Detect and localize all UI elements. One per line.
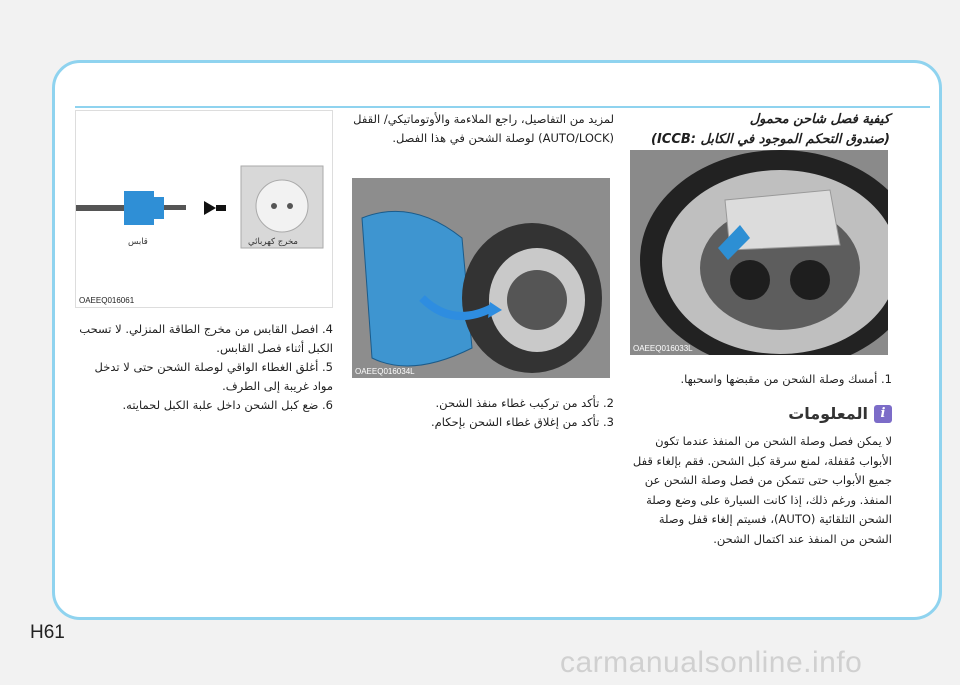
charger-port-illustration (630, 150, 888, 355)
image-code: OAEEQ016061 (79, 296, 135, 305)
step-1-text: 1. أمسك وصلة الشحن من مقبضها واسحبها. (680, 372, 892, 386)
plug-outlet-illustration (76, 111, 332, 307)
step-4: 4. افصل القابس من مخرج الطاقة المنزلي. لا تسحب الكبل أثناء فصل القابس. (79, 322, 333, 355)
info-title: المعلومات (788, 404, 868, 423)
middle-intro (352, 110, 614, 148)
left-steps (75, 320, 333, 415)
info-text: لا يمكن فصل وصلة الشحن من المنفذ عندما تكون الأبواب مُقفلة، لمنع سرقة كبل الشحن. فقم بإلغاء قفل جميع الأبواب حتى تتمكن من فصل وصلة الشحن عن المنفذ. ورغم ذلك، إذا كانت السيارة على وضع وصلة الشحن التلقائية (AUTO)، فسيتم إلغاء قفل وصلة الشحن من المنفذ عند اكتمال الشحن. (632, 434, 892, 546)
header-rule (75, 106, 930, 108)
plug-outlet-image (75, 110, 333, 308)
info-body (630, 432, 892, 549)
step-6: 6. ضع كبل الشحن داخل علبة الكبل لحمايته. (122, 398, 333, 412)
heading-line-1: كيفية فصل شاحن محمول (749, 112, 890, 127)
step-3: 3. تأكد من إغلاق غطاء الشحن بإحكام. (431, 415, 614, 429)
step-5: 5. أغلق الغطاء الواقي لوصلة الشحن حتى لا تدخل مواد غريبة إلى الطرف. (94, 360, 333, 393)
heading-line-2: (صندوق التحكم الموجود في الكابل :ICCB) (651, 132, 890, 147)
step-2: 2. تأكد من تركيب غطاء منفذ الشحن. (435, 396, 614, 410)
image-code: OAEEQ016033L (633, 344, 693, 353)
charge-door-image (352, 178, 610, 378)
page-number: H61 (30, 622, 65, 643)
middle-intro-text: لمزيد من التفاصيل، راجع الملاءمة والأوتوماتيكي/ القفل (AUTO/LOCK) لوصلة الشحن في هذا الفصل. (353, 112, 614, 145)
charge-door-illustration (352, 178, 610, 378)
step-1 (630, 370, 892, 389)
image-code: OAEEQ016034L (355, 367, 415, 376)
label-outlet: مخرج كهربائي (248, 237, 298, 247)
charger-port-image (630, 150, 888, 355)
info-header (700, 404, 892, 423)
watermark: carmanualsonline.info (560, 646, 863, 679)
section-heading (628, 110, 890, 150)
label-plug: قابس (128, 237, 148, 247)
middle-steps (352, 394, 614, 432)
info-icon: i (874, 405, 892, 423)
